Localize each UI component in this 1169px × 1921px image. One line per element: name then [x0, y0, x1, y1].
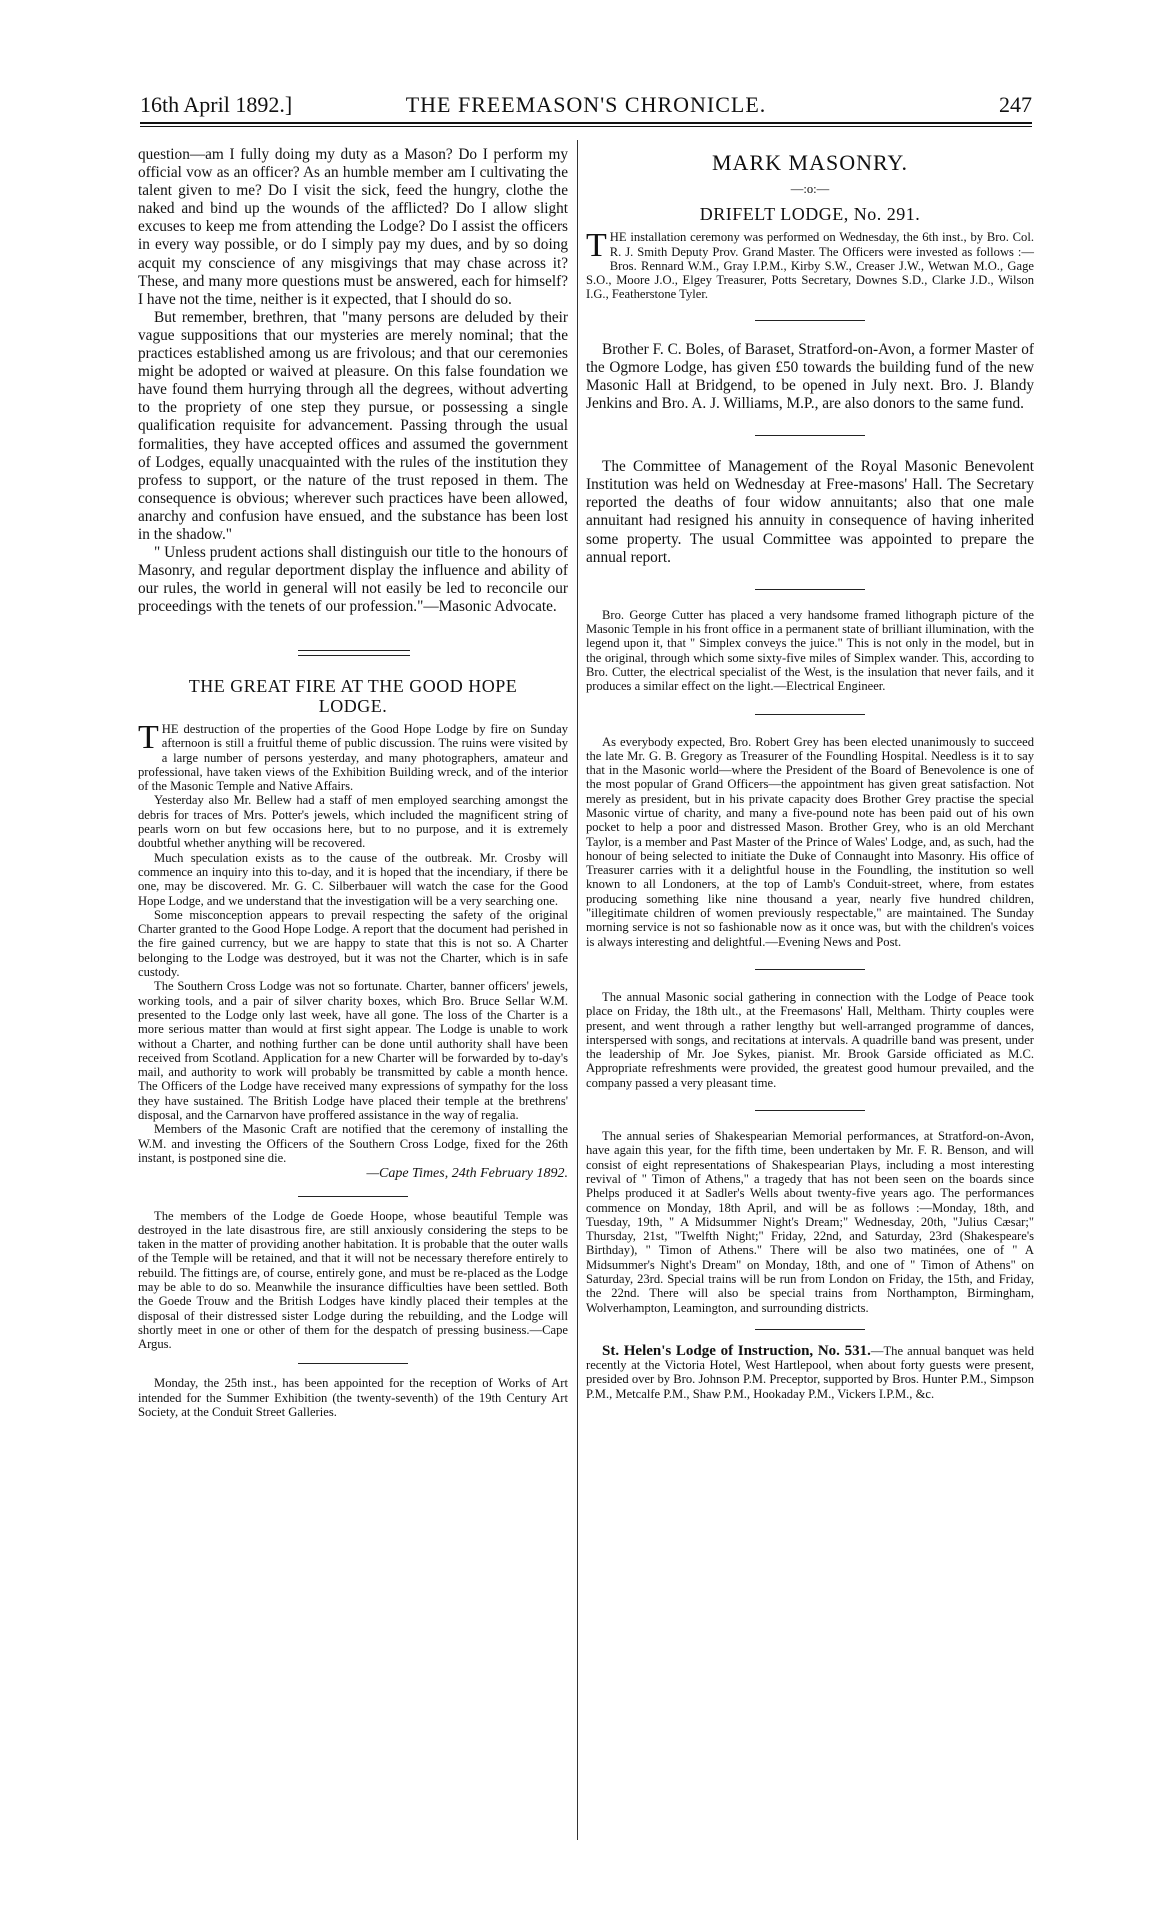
separator-rule: [755, 435, 865, 436]
st-helens-paragraph: —The annual banquet was held recently at the Victoria Hotel, West Hartlepool, when about forty guests were present, presided over by Bro. Johnson P.M. Preceptor, supported by Bros. Hunter P.M., Simpson P.M., Metcalfe P.M., Shaw P.M., Hookaday P.M., Vickers I.P.M., &c.: [586, 1343, 1034, 1401]
great-fire-article: [138, 676, 568, 1419]
column-divider: [577, 140, 578, 1840]
separator-rule: [298, 1363, 408, 1364]
ornament: —:o:—: [790, 182, 830, 196]
newspaper-title: THE FREEMASON'S CHRONICLE.: [405, 92, 767, 117]
separator-rule: [755, 589, 865, 590]
separator-rule: [755, 714, 865, 715]
mark-masonry-title: MARK MASONRY.: [712, 150, 908, 175]
separator-rule: [298, 1196, 408, 1197]
intro-paragraph-1: question—am I fully doing my duty as a Mason? Do I perform my official vow as an officer? As an humble member am I cultivating the talent given to me? Do I visit the sick, feed the hungry, clothe the naked and bind up the wounds of the afflicted? Do I allow slight excuses to keep me from attending the Lodge? Do I assist the officers in every way possible, or do I simply pay my dues, and by so doing acquit my conscience of any misgivings that may chase across it? These, and many more questions must be answered, each for himself? I have not the time, neither is it expected, that I should do so.: [138, 146, 568, 308]
drop-cap: T: [586, 227, 607, 265]
great-fire-paragraph-3: Much speculation exists as to the cause of the outbreak. Mr. Crosby will commence an inquiry into this to-day, and it is hoped that the incendiary, if there be one, may be discovered. Mr. G. C. Silberbauer will watch the case for the Good Hope Lodge, and we understand that the investigation will be a very searching one.: [138, 850, 568, 908]
committee-paragraph: The Committee of Management of the Royal Masonic Benevolent Institution was held on Wednesday at Free-masons' Hall. The Secretary reported the deaths of four widow annuitants; also that one male annuitant had resigned his annuity in consequence of having inherited some property. The usual Committee was appointed to prepare the annual report.: [586, 458, 1034, 566]
page-number: 247: [999, 92, 1032, 117]
great-fire-paragraph-1: HE destruction of the properties of the Good Hope Lodge by fire on Sunday afternoon is still a fruitful theme of public discussion. The ruins were visited by a large number of persons yesterday, and many photographers, amateur and professional, have taken views of the Exhibition Building wreck, and of the interior of the Masonic Temple and Native Affairs.: [138, 722, 568, 794]
st-helens-title: St. Helen's Lodge of Instruction, No. 531.: [602, 1342, 871, 1359]
great-fire-title-line-2: LODGE.: [318, 696, 388, 716]
separator-rule: [755, 320, 865, 321]
cutter-paragraph: Bro. George Cutter has placed a very handsome framed lithograph picture of the Masonic Temple in his front office in a permanent state of brilliant illumination, with the legend upon it, that " Simplex conveys the juice." This is not only in the model, but in the original, through which some sixty-five miles of Simplex wander. This, according to Bro. Cutter, the electrical specialist of the West, is the insulation that never fails, and it produces a similar effect on the light.—Electrical Engineer.: [586, 607, 1034, 694]
art-exhibition-paragraph: Monday, the 25th inst., has been appointed for the reception of Works of Art intended for the Summer Exhibition (the twenty-seventh) of the 19th Century Art Society, at the Conduit Street Galleries.: [138, 1376, 568, 1420]
separator-rule: [755, 969, 865, 970]
great-fire-paragraph-6: Members of the Masonic Craft are notified that the ceremony of installing the W.M. and investing the Officers of the Southern Cross Lodge, fixed for the 26th instant, is postponed sine die.: [138, 1122, 568, 1165]
great-fire-source: —Cape Times, 24th February 1892.: [366, 1166, 568, 1182]
page-header: [140, 92, 1032, 120]
intro-paragraph-3: " Unless prudent actions shall distinguish our title to the honours of Masonry, and regular deportment display the influence and ability of our rules, the world in general will not easily be led to reconcile our proceedings with the tenets of our profession."—Masonic Advocate.: [138, 544, 568, 616]
great-fire-paragraph-4: Some misconception appears to prevail respecting the safety of the original Charter granted to the Good Hope Lodge. A report that the document had perished in the fire gained currency, but we are happy to state that this is not so. A Charter belonging to the Lodge was destroyed, but it was not the Charter, which is in safe custody.: [138, 907, 568, 980]
great-fire-paragraph-2: Yesterday also Mr. Bellew had a staff of men employed searching amongst the debris for traces of Mrs. Potter's jewels, which included the magnificent string of pearls worn on but few occasions here, but to no purpose, and it is extremely doubtful whether anything will be recovered.: [138, 793, 568, 851]
social-gathering-paragraph: The annual Masonic social gathering in connection with the Lodge of Peace took place on Friday, the 18th ult., at the Freemasons' Hall, Meltham. Thirty couples were present, and went through a rather lengthy but well-arranged programme of dances, interspersed with songs, and recitations at intervals. A quadrille band was present, under the leadership of Mr. Joe Sykes, pianist. Mr. Brook Garside officiated as M.C. Appropriate refreshments were provided, the greatest good humour prevailed, and the company passed a very pleasant time.: [586, 989, 1034, 1090]
double-rule: [298, 650, 410, 656]
great-fire-paragraph-5: The Southern Cross Lodge was not so fortunate. Charter, banner officers' jewels, working tools, and a pair of silver charity boxes, which Bro. Bruce Sellar W.M. presented to the Lodge only last week, have all gone. The loss of the Charter is a more serious matter than would at first sight appear. The Lodge is unable to work without a Charter, and nothing further can be done until authority shall have been received from Scotland. Application for a new Charter will be forwarded by to-day's mail, and authority to work will probably be transmitted by cable a month hence. The Officers of the Lodge have received many expressions of sympathy for the loss they have sustained. The British Lodge have placed their temple at the brethrens' disposal, and the Carnarvon have proffered assistance in the way of regalia.: [138, 979, 568, 1123]
header-rule-thin: [140, 126, 1032, 127]
boles-paragraph: Brother F. C. Boles, of Baraset, Stratford-on-Avon, a former Master of the Ogmore Lodge, has given £50 towards the building fund of the new Masonic Hall at Bridgend, to be opened in July next. Bro. J. Blandy Jenkins and Bro. A. J. Williams, M.P., are also donors to the same fund.: [586, 340, 1034, 413]
drifelt-lodge-title: DRIFELT LODGE, No. 291.: [699, 204, 921, 225]
grey-paragraph: As everybody expected, Bro. Robert Grey has been elected unanimously to succeed the late Mr. G. B. Gregory as Treasurer of the Foundling Hospital. Needless is it to say that in the Masonic world—where the President of the Board of Benevolence is one of the most popular of Grand Officers—the appointment has given great satisfaction. Not merely as president, but in his private capacity does Brother Grey practise the special Masonic virtue of charity, and many a five-pound note has been paid out of his own pocket to help a poor and distressed Mason. Brother Grey, who is an old Merchant Taylor, is a member and Past Master of the Prince of Wales' Lodge, and, as such, had the honour of being selected to initiate the Duke of Connaught into Masonry. His office of Treasurer carries with it a delightful house in the Foundling, the institution so well known to all Londoners, at the top of Lamb's Conduit-street, where, from estates producing something like nine thousand a year, nearly five hundred children, "illegitimate children of women previously respectable," are maintained. The Sunday morning service is not so fashionable now as it once was, but with the children's voices is always interesting and delightful.—Evening News and Post.: [586, 734, 1034, 949]
separator-rule: [755, 1329, 865, 1330]
issue-date: 16th April 1892.]: [140, 92, 293, 117]
right-column: [586, 150, 1034, 1401]
header-rule: [140, 122, 1032, 124]
great-fire-title-line-1: THE GREAT FIRE AT THE GOOD HOPE: [188, 676, 518, 696]
drop-cap: T: [138, 719, 159, 756]
shakespeare-paragraph: The annual series of Shakespearian Memorial performances, at Stratford-on-Avon, have again this year, for the fifth time, been undertaken by Mr. F. R. Benson, and will consist of eight representations of Shakespearian Plays, including a most interesting revival of " Timon of Athens," a tragedy that has not been seen on the boards since Phelps produced it at Sadler's Wells about twenty-five years ago. The performances commence on Monday, 18th April, and will be as follows :—Monday, 18th, and Tuesday, 19th, " A Midsummer Night's Dream;" Wednesday, 20th, "Julius Cæsar;" Thursday, 21st, "Twelfth Night;" Friday, 22nd, and Saturday, 23rd (Shakespeare's Birthday), " Timon of Athens." There will be also two matinées, one of " A Midsummer's Night's Dream" on Monday, 18th, and one of " Timon of Athens" on Saturday, 23rd. Special trains will be run from London on Friday, the 15th, and Friday, the 22nd. There will also be special trains from Northampton, Birmingham, Wolverhampton, Leamington, and surrounding districts.: [586, 1129, 1034, 1315]
left-column: [138, 146, 568, 616]
intro-paragraph-2: But remember, brethren, that "many persons are deluded by their vague suppositions that our mysteries are merely nominal; that the practices established among us are frivolous; and that our ceremonies might be adopted or waived at pleasure. On this false foundation we have found them hurrying through all the degrees, without adverting to the propriety of one step they pursue, or possessing a single qualification requisite for advancement. Passing through the usual formalities, they have accepted offices and assumed the government of Lodges, equally unacquainted with the rules of the institution they profess to support, or the nature of the trust reposed in them. The consequence is obvious; wherever such practices have been allowed, anarchy and confusion have ensued, and the substance has been lost in the shadow.": [138, 308, 568, 543]
goede-hoope-paragraph: The members of the Lodge de Goede Hoope, whose beautiful Temple was destroyed in the late disastrous fire, are still anxiously considering the steps to be taken in the matter of providing another habitation. It is probable that the outer walls of the Temple will be retained, and that it will not be necessary therefore entirely to rebuild. The fittings are, of course, entirely gone, and must be re-placed as the Lodge may be able to do so. Meanwhile the insurance difficulties have been settled. Both the Goede Trouw and the British Lodges have kindly placed their temples at the disposal of their distressed sister Lodge during the rebuilding, and the Lodge will shortly meet in one or other of them for the despatch of pressing business.—Cape Argus.: [138, 1208, 568, 1352]
separator-rule: [755, 1110, 865, 1111]
drifelt-paragraph: HE installation ceremony was performed on Wednesday, the 6th inst., by Bro. Col. R. J. Smith Deputy Prov. Grand Master. The Officers were invested as follows :—Bros. Rennard W.M., Gray I.P.M., Kirby S.W., Creaser J.W., Wetwan M.O., Gage S.O., Moore J.O., Elgey Treasurer, Potts Secretary, Downes S.D., Clarke J.D., Wilson I.G., Featherstone Tyler.: [586, 230, 1034, 302]
